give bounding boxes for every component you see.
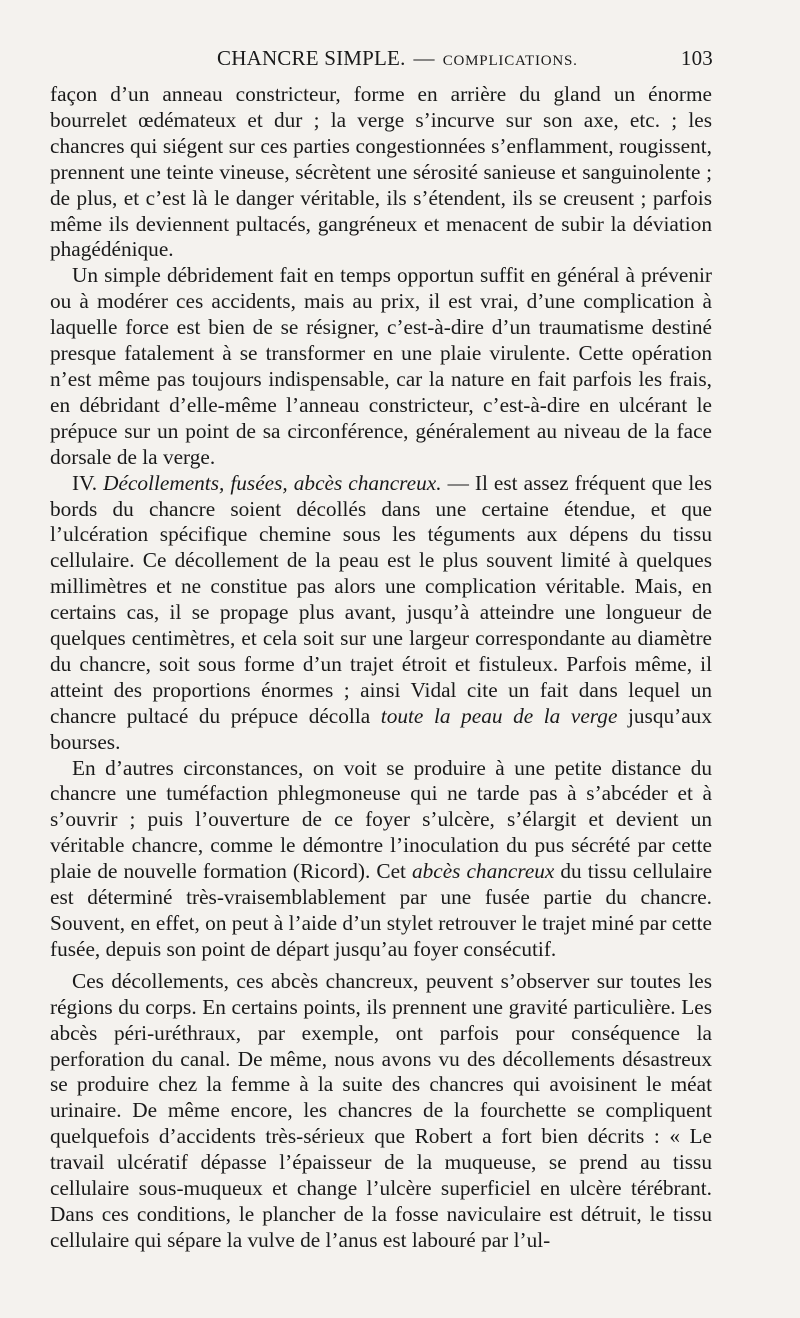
body-text [50, 82, 712, 1254]
running-header [50, 40, 712, 70]
page-number: 103 [680, 46, 713, 70]
section-number: IV. [72, 470, 98, 495]
paragraph-4-text: En d’autres circonstances, on voit se produire à une petite distance du chancre une tuméfaction phlegmoneuse qui ne tarde pas à s’abcéder et à s’ouvrir ; puis l’ouverture de ce foyer s’ulcère, s’élargit et devient un véritable chancre, comme le démontre l’inoculation du pus sécrété par cette plaie de nouvelle formation (Ricord). Cet [50, 755, 712, 884]
paragraph-3-end: jusqu’aux bourses. [50, 703, 712, 754]
paragraph-3 [50, 471, 712, 756]
section-title: COMPLICATIONS. [442, 53, 578, 69]
paragraph-5 [50, 969, 712, 1254]
title-dash: — [413, 46, 435, 70]
paragraph-2-text: Un simple débridement fait en temps opportun suffit en général à prévenir ou à modérer ces accidents, mais au prix, il est vrai, d’une complication à laquelle force est bien de se résigner, c’est-à-dire d’un traumatisme destiné presque fatalement à se transformer en une plaie virulente. Cette opération n’est même pas toujours indispensable, car la nature en fait parfois les frais, en débridant d’elle-même l’anneau constricteur, c’est-à-dire en ulcérant le prépuce sur un point de sa circonférence, généralement au niveau de la face dorsale de la verge. [50, 263, 712, 469]
paragraph-5-text: Ces décollements, ces abcès chancreux, peuvent s’observer sur toutes les régions du corps. En certains points, ils prennent une gravité particulière. Les abcès péri-uréthraux, par exemple, ont parfois pour conséquence la perforation du canal. De même, nous avons vu des décollements désastreux se produire chez la femme à la suite des chancres qui avoisinent le méat urinaire. De même encore, les chancres de la fourchette se compliquent quelquefois d’accidents très-sérieux que Robert a fort bien décrits : « Le travail ulcératif dépasse l’épaisseur de la muqueuse, se prend au tissu cellulaire sous-muqueux et change l’ulcère superficiel en ulcère térébrant. Dans ces conditions, le plancher de la fosse naviculaire est détruit, le tissu cellulaire qui sépare la vulve de l’anus est labouré par l’ul- [50, 968, 712, 1252]
paragraph-1-text: façon d’un anneau constricteur, forme en arrière du gland un énorme bourrelet œdémateux et dur ; la verge s’incurve sur son axe, etc. ; les chancres qui siégent sur ces parties congestionnées s’enflamment, rougissent, prennent une teinte vineuse, sécrètent une sérosité sanieuse et sanguinolente ; de plus, et c’est là le danger véritable, ils s’étendent, ils se creusent ; parfois même ils deviennent pultacés, gangréneux et menacent de subir la déviation phagédénique. [50, 82, 712, 262]
chapter-title: CHANCRE SIMPLE. [217, 46, 406, 70]
paragraph-4-italic: abcès chancreux [411, 859, 555, 884]
paragraph-4-end: du tissu cellulaire est déterminé très-vraisemblablement par une fusée partie du chancre. Souvent, en effet, on peut à l’aide d’un stylet retrouver le trajet miné par cette fusée, depuis son point de départ jusqu’au foyer consécutif. [50, 859, 713, 961]
section-heading: Décollements, fusées, abcès chancreux. [103, 470, 442, 495]
paragraph-2 [50, 263, 712, 470]
paragraph-3-text: — Il est assez fréquent que les bords du chancre soient décollés dans une certaine étendue, et que l’ulcération spécifique chemine sous les téguments aux dépens du tissu cellulaire. Ce décollement de la peau est le plus souvent limité à quelques millimètres et ne constitue pas alors une complication véritable. Mais, en certains cas, il se propage plus avant, jusqu’à atteindre une longueur de quelques centimètres, et cela soit sur une largeur correspondante au diamètre du chancre, soit sous forme d’un trajet étroit et fistuleux. Parfois même, il atteint des proportions énormes ; ainsi Vidal cite un fait dans lequel un chancre pultacé du prépuce décolla [50, 470, 713, 728]
paragraph-3-italic: toute la peau de la verge [380, 703, 618, 728]
paragraph-1 [50, 82, 712, 263]
running-title [217, 46, 578, 71]
paragraph-4 [50, 756, 712, 963]
